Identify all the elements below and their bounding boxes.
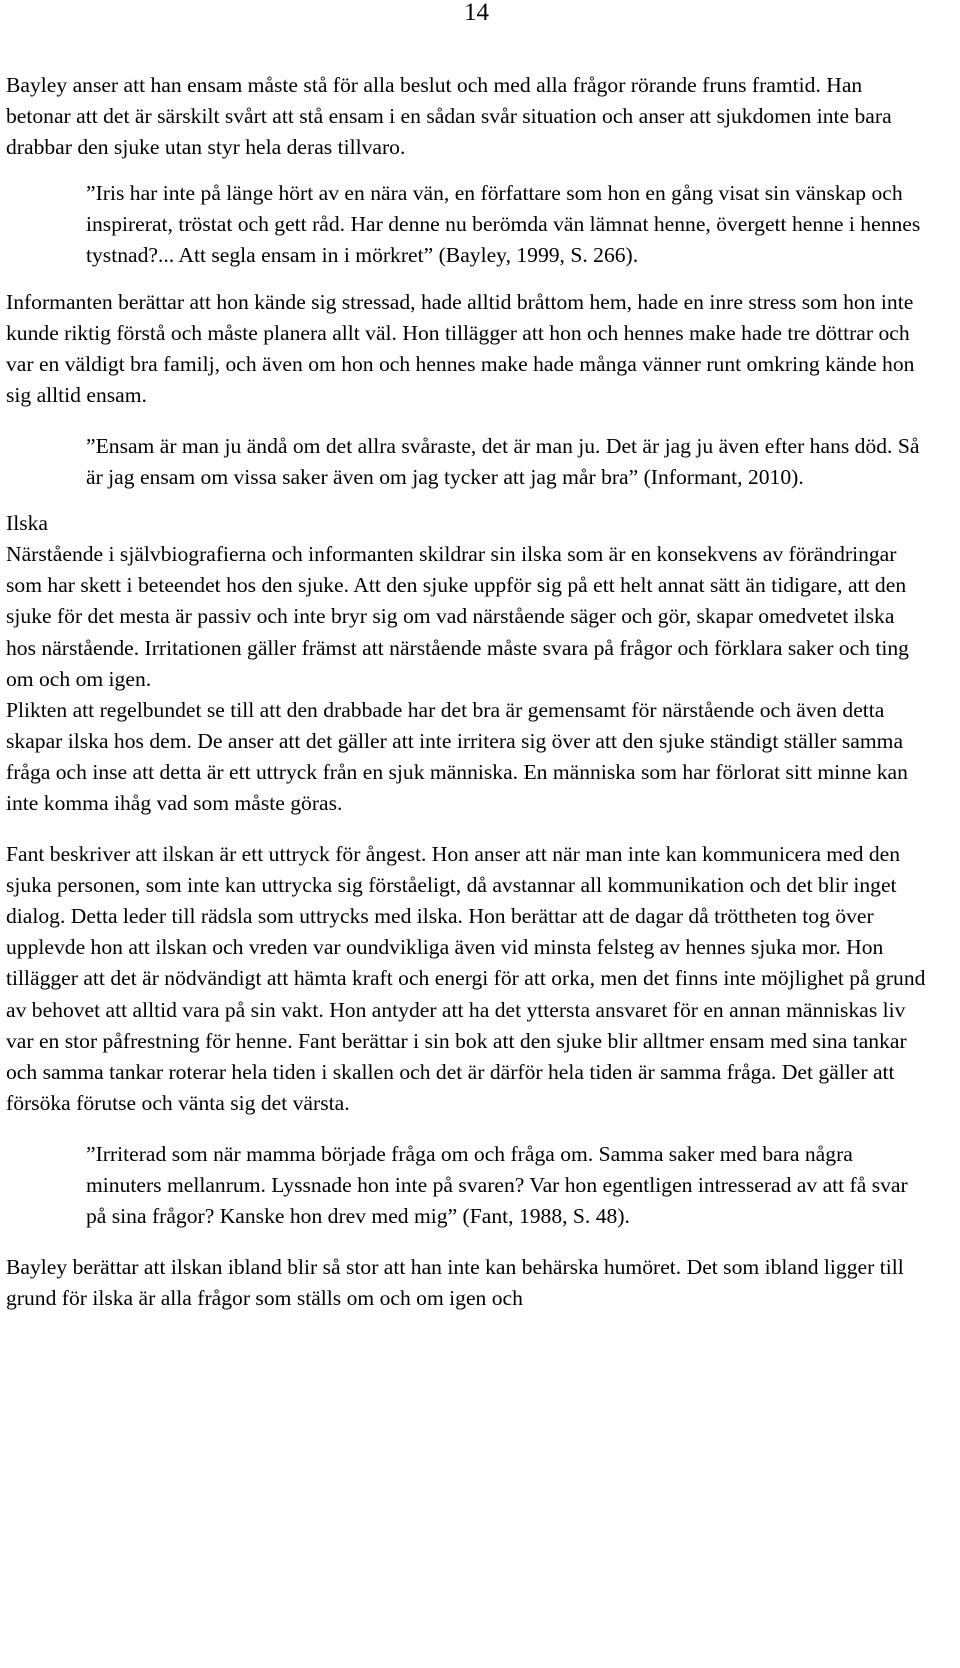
quote-fant: ”Irriterad som när mamma började fråga om och fråga om. Samma saker med bara några minuters mellanrum. Lyssnade hon inte på svaren? Var hon egentligen intresserad av att få svar på sina frågor? Kanske hon drev med mig” (Fant, 1988, S. 48). xyxy=(86,1141,908,1229)
paragraph-bayley-alone: Bayley anser att han ensam måste stå för alla beslut och med alla frågor rörande fruns framtid. Han betonar att det är särskilt svårt att stå ensam i en sådan svår situation och anser att sjukdomen inte bara drabbar den sjuke utan styr hela deras tillvaro. xyxy=(6,73,892,160)
paragraph-bayley-anger: Bayley berättar att ilskan ibland blir så stor att han inte kan behärska humöret. Det som ibland ligger till grund för ilska är alla frågor som ställs om och om igen och xyxy=(6,1255,904,1311)
section-heading-ilska: Ilska xyxy=(6,511,48,536)
page-number: 14 xyxy=(464,0,489,26)
paragraph-relatives-anger: Närstående i självbiografierna och informanten skildrar sin ilska som är en konsekvens av förändringar som har skett i beteendet hos den sjuke. Att den sjuke uppför sig på ett helt annat sätt än tidigare, att den sjuke för det mesta är passiv och inte bryr sig om vad närstående säger och gör, skapar omedvetet ilska hos närstående. Irritationen gäller främst att närstående måste svara på frågor och förklara saker och ting om och om igen. xyxy=(6,542,909,691)
paragraph-duty: Plikten att regelbundet se till att den drabbade har det bra är gemensamt för närstående och även detta skapar ilska hos dem. De anser att det gäller att inte irritera sig över att den sjuke ständigt ställer samma fråga och inse att detta är ett uttryck från en sjuk människa. En människa som har förlorat sitt minne kan inte komma ihåg vad som måste göras. xyxy=(6,697,908,815)
paragraph-fant-anxiety: Fant beskriver att ilskan är ett uttryck för ångest. Hon anser att när man inte kan kommunicera med den sjuka personen, som inte kan uttrycka sig förståeligt, då avstannar all kommunikation och det blir inget dialog. Detta leder till rädsla som uttrycks med ilska. Hon berättar att de dagar då tröttheten tog över upplevde hon att ilskan och vreden var oundvikliga även vid minsta felsteg av hennes sjuka mor. Hon tillägger att det är nödvändigt att hämta kraft och energi för att orka, men det finns inte möjlighet på grund av behovet att alltid vara på sin vakt. Hon antyder att ha det yttersta ansvaret för en annan människas liv var en stor påfrestning för henne. Fant berättar i sin bok att den sjuke blir alltmer ensam med sina tankar och samma tankar roterar hela tiden i skallen och det är därför hela tiden är samma fråga. Det gäller att försöka förutse och vänta sig det värsta. xyxy=(6,842,926,1115)
quote-informant: ”Ensam är man ju ändå om det allra svåraste, det är man ju. Det är jag ju även efter hans död. Så är jag ensam om vissa saker även om jag tycker att jag mår bra” (Informant, 2010). xyxy=(86,433,920,490)
quote-iris: ”Iris har inte på länge hört av en nära vän, en författare som hon en gång visat sin vänskap och inspirerat, tröstat och gett råd. Har denne nu berömda vän lämnat henne, övergett henne i hennes tystnad?... Att segla ensam in i mörkret” (Bayley, 1999, S. 266). xyxy=(86,181,921,268)
document-body xyxy=(6,70,926,1314)
paragraph-informant-stress: Informanten berättar att hon kände sig stressad, hade alltid bråttom hem, hade en inre stress som hon inte kunde riktig förstå och måste planera allt väl. Hon tillägger att hon och hennes make hade tre döttrar och var en väldigt bra familj, och även om hon och hennes make hade många vänner runt omkring kände hon sig alltid ensam. xyxy=(6,289,915,407)
